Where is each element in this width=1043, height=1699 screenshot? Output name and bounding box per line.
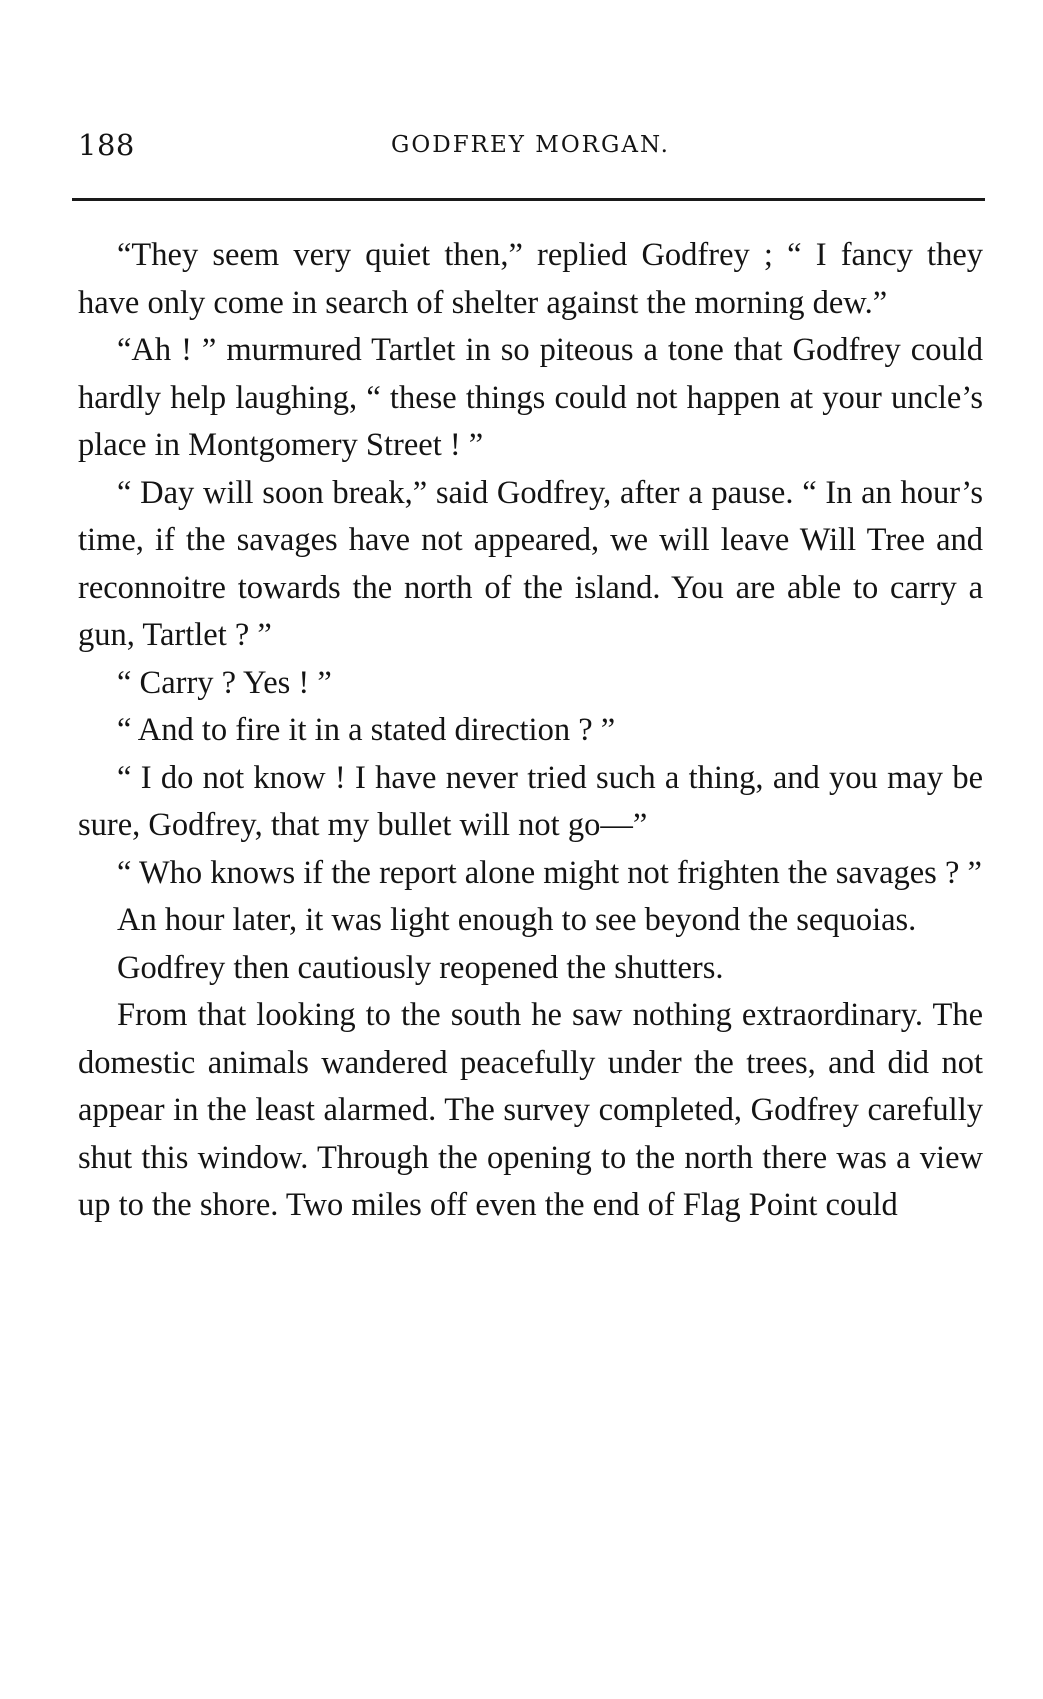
paragraph: “They seem very quiet then,” replied Godfrey ; “ I fancy they have only come in search of shelter against the morning dew.” <box>78 237 983 321</box>
page-number: 188 <box>78 128 135 162</box>
paragraph: An hour later, it was light enough to see beyond the sequoias. <box>117 902 917 938</box>
paragraph: “ Who knows if the report alone might not frighten the savages ? ” <box>117 854 982 891</box>
paragraph: “ Day will soon break,” said Godfrey, after a pause. “ In an hour’s time, if the savages have not appeared, we will leave Will Tree and reconnoitre towards the north of the island. You are able to carry a gun, Tartlet ? ” <box>78 474 983 653</box>
paragraph: From that looking to the south he saw nothing extraordinary. The domestic animals wandered peacefully under the trees, and did not appear in the least alarmed. The survey completed, Godfrey carefully shut this window. Through the opening to the north there was a view up to the shore. Two miles off even the end of Flag Point could <box>78 997 983 1223</box>
paragraph: “Ah ! ” murmured Tartlet in so piteous a tone that Godfrey could hardly help laughing, “ these things could not happen at your uncle’s place in Montgomery Street ! ” <box>78 332 983 463</box>
paragraph: “ I do not know ! I have never tried such a thing, and you may be sure, Godfrey, that my bullet will not go—” <box>78 759 983 843</box>
paragraph: “ And to fire it in a stated direction ? ” <box>117 712 616 748</box>
header-rule <box>72 198 985 201</box>
paragraph: “ Carry ? Yes ! ” <box>117 664 332 701</box>
body-text <box>78 232 983 1230</box>
running-title: GODFREY MORGAN. <box>391 132 670 158</box>
paragraph: Godfrey then cautiously reopened the shutters. <box>117 949 724 986</box>
page-header <box>78 128 983 168</box>
